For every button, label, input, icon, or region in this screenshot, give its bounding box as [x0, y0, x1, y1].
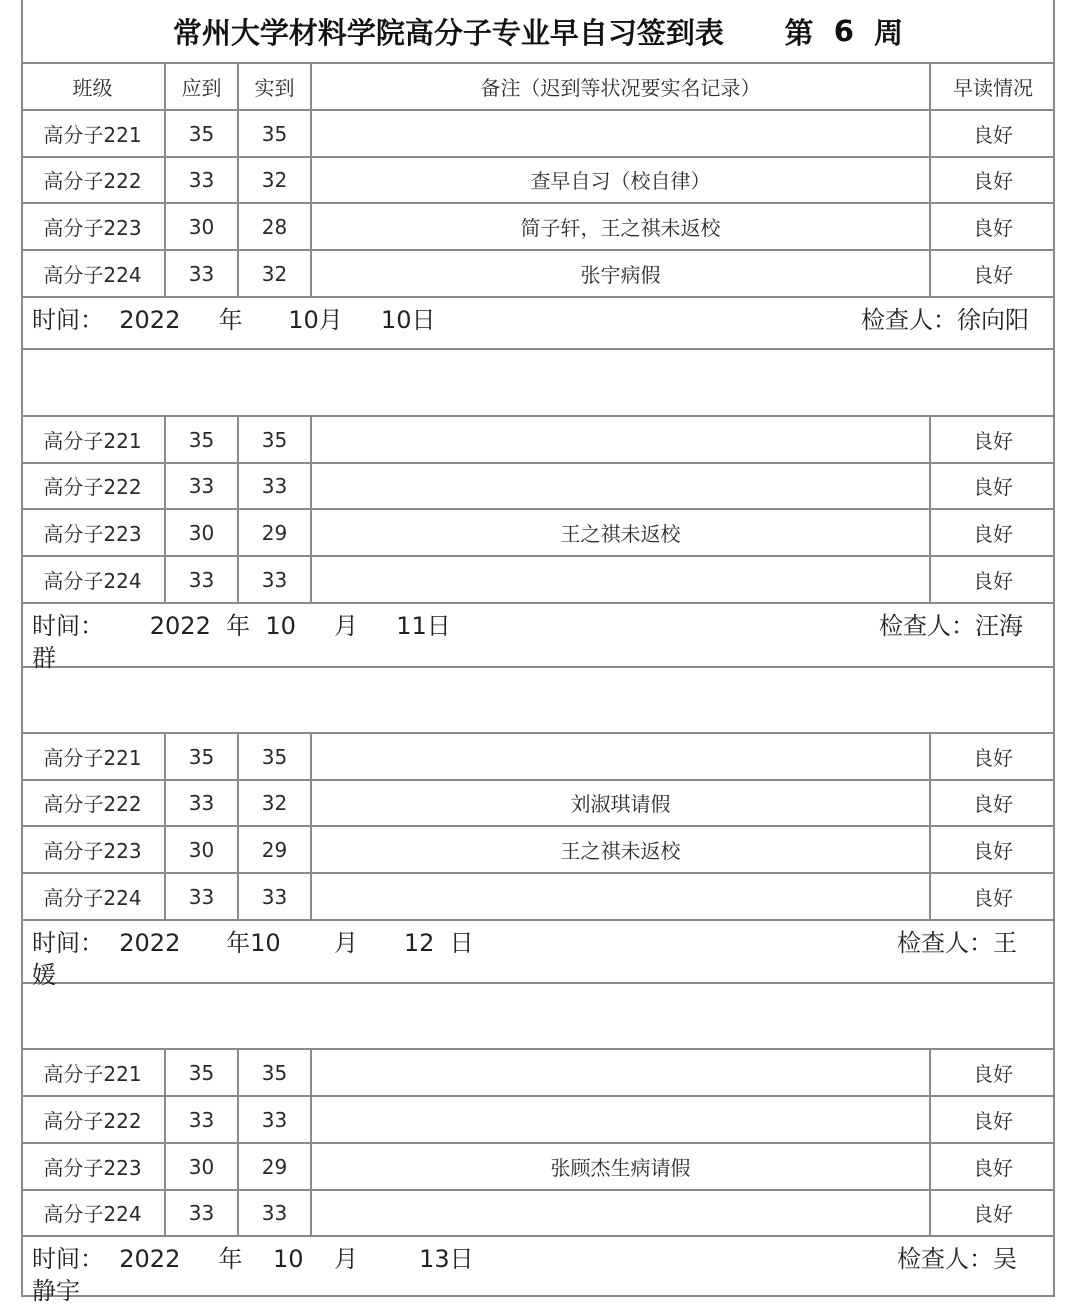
class-cell: 高分子224 [21, 1190, 166, 1235]
reading-cell: 良好 [973, 792, 1013, 816]
table-row [21, 1097, 1055, 1144]
inspector-name-wrap: 群 [32, 644, 56, 672]
actual-cell: 32 [239, 780, 312, 825]
reading-cell: 良好 [973, 839, 1013, 863]
header-expected: 应到 [166, 64, 239, 109]
actual-cell: 35 [239, 111, 312, 156]
note-cell: 查早自习（校自律） [312, 157, 931, 202]
expected-cell: 30 [166, 510, 239, 555]
actual-cell: 29 [239, 1144, 312, 1189]
note-cell: 王之祺未返校 [312, 510, 931, 555]
actual-cell: 33 [239, 1097, 312, 1142]
table-row [21, 417, 1055, 464]
actual-cell: 35 [239, 417, 312, 462]
actual-cell: 29 [239, 510, 312, 555]
reading-cell: 良好 [973, 123, 1013, 147]
table-row [21, 204, 1055, 251]
class-cell: 高分子222 [21, 1097, 166, 1142]
table-row [21, 463, 1055, 510]
reading-cell: 良好 [973, 429, 1013, 453]
class-cell: 高分子224 [21, 874, 166, 919]
class-cell: 高分子221 [21, 417, 166, 462]
note-cell [312, 111, 931, 156]
table-row [21, 827, 1055, 874]
class-cell: 高分子223 [21, 510, 166, 555]
class-cell: 高分子224 [21, 557, 166, 602]
date-inspector-row [21, 604, 1055, 672]
actual-cell: 33 [239, 557, 312, 602]
actual-cell: 35 [239, 734, 312, 779]
table-row [21, 1050, 1055, 1097]
date-text: 时间： 2022 年 10 月 13日 [32, 1245, 474, 1273]
page-title [21, 0, 1055, 64]
blank-spacer-row [21, 350, 1055, 417]
reading-cell: 良好 [973, 1202, 1013, 1226]
week-number: 6 [833, 14, 854, 48]
title-text: 常州大学材料学院高分子专业早自习签到表 [172, 15, 724, 50]
reading-cell: 良好 [973, 1156, 1013, 1180]
header-actual: 实到 [239, 64, 312, 109]
expected-cell: 33 [166, 463, 239, 508]
actual-cell: 32 [239, 157, 312, 202]
class-cell: 高分子222 [21, 157, 166, 202]
inspector-text: 检查人：汪海 [879, 612, 1023, 640]
reading-cell: 良好 [973, 886, 1013, 910]
note-cell [312, 734, 931, 779]
note-cell [312, 417, 931, 462]
note-cell: 刘淑琪请假 [312, 780, 931, 825]
actual-cell: 33 [239, 1190, 312, 1235]
reading-cell: 良好 [973, 216, 1013, 240]
header-notes: 备注（迟到等状况要实名记录） [312, 64, 931, 109]
expected-cell: 33 [166, 1097, 239, 1142]
date-inspector-row [21, 298, 1055, 350]
week-suffix: 周 [874, 15, 904, 50]
expected-cell: 30 [166, 204, 239, 249]
table-row [21, 510, 1055, 557]
note-cell [312, 1190, 931, 1235]
class-cell: 高分子221 [21, 734, 166, 779]
class-cell: 高分子223 [21, 204, 166, 249]
table-row [21, 780, 1055, 827]
note-cell: 王之祺未返校 [312, 827, 931, 872]
reading-cell: 良好 [973, 263, 1013, 287]
reading-cell: 良好 [973, 522, 1013, 546]
table-header-row [21, 64, 1055, 111]
actual-cell: 33 [239, 463, 312, 508]
expected-cell: 33 [166, 557, 239, 602]
expected-cell: 33 [166, 1190, 239, 1235]
reading-cell: 良好 [973, 1109, 1013, 1133]
expected-cell: 33 [166, 157, 239, 202]
note-cell: 张宇病假 [312, 251, 931, 296]
actual-cell: 28 [239, 204, 312, 249]
date-inspector-row [21, 1237, 1055, 1305]
class-cell: 高分子222 [21, 463, 166, 508]
reading-cell: 良好 [973, 569, 1013, 593]
week-prefix: 第 [784, 15, 814, 50]
inspector-text: 检查人：徐向阳 [861, 306, 1029, 334]
reading-cell: 良好 [973, 1062, 1013, 1086]
reading-cell: 良好 [973, 475, 1013, 499]
date-text: 时间： 2022 年 10 月 11日 [32, 612, 451, 640]
date-text: 时间： 2022 年10 月 12 日 [32, 929, 474, 957]
table-row [21, 157, 1055, 204]
table-row [21, 1144, 1055, 1191]
note-cell [312, 557, 931, 602]
expected-cell: 33 [166, 780, 239, 825]
note-cell [312, 463, 931, 508]
expected-cell: 35 [166, 417, 239, 462]
reading-cell: 良好 [973, 169, 1013, 193]
table-row [21, 251, 1055, 298]
note-cell [312, 1097, 931, 1142]
table-row [21, 111, 1055, 158]
note-cell: 简子轩，王之祺未返校 [312, 204, 931, 249]
note-cell [312, 1050, 931, 1095]
note-cell [312, 874, 931, 919]
reading-cell: 良好 [973, 746, 1013, 770]
class-cell: 高分子222 [21, 780, 166, 825]
actual-cell: 29 [239, 827, 312, 872]
inspector-name-wrap: 静宇 [32, 1277, 80, 1305]
blank-spacer-row [21, 668, 1055, 734]
table-row [21, 734, 1055, 781]
class-cell: 高分子221 [21, 1050, 166, 1095]
date-inspector-row [21, 921, 1055, 989]
table-row [21, 557, 1055, 604]
expected-cell: 35 [166, 1050, 239, 1095]
date-text: 时间： 2022 年 10月 10日 [32, 306, 436, 334]
expected-cell: 30 [166, 827, 239, 872]
expected-cell: 33 [166, 251, 239, 296]
inspector-text: 检查人：吴 [897, 1245, 1017, 1273]
expected-cell: 30 [166, 1144, 239, 1189]
actual-cell: 33 [239, 874, 312, 919]
header-reading: 早读情况 [953, 76, 1033, 100]
inspector-name-wrap: 媛 [32, 961, 56, 989]
header-class: 班级 [21, 64, 166, 109]
table-row [21, 874, 1055, 921]
class-cell: 高分子221 [21, 111, 166, 156]
class-cell: 高分子223 [21, 1144, 166, 1189]
table-row [21, 1190, 1055, 1237]
expected-cell: 33 [166, 874, 239, 919]
class-cell: 高分子224 [21, 251, 166, 296]
class-cell: 高分子223 [21, 827, 166, 872]
expected-cell: 35 [166, 111, 239, 156]
actual-cell: 35 [239, 1050, 312, 1095]
expected-cell: 35 [166, 734, 239, 779]
blank-spacer-row [21, 984, 1055, 1050]
inspector-text: 检查人：王 [897, 929, 1017, 957]
actual-cell: 32 [239, 251, 312, 296]
note-cell: 张顾杰生病请假 [312, 1144, 931, 1189]
